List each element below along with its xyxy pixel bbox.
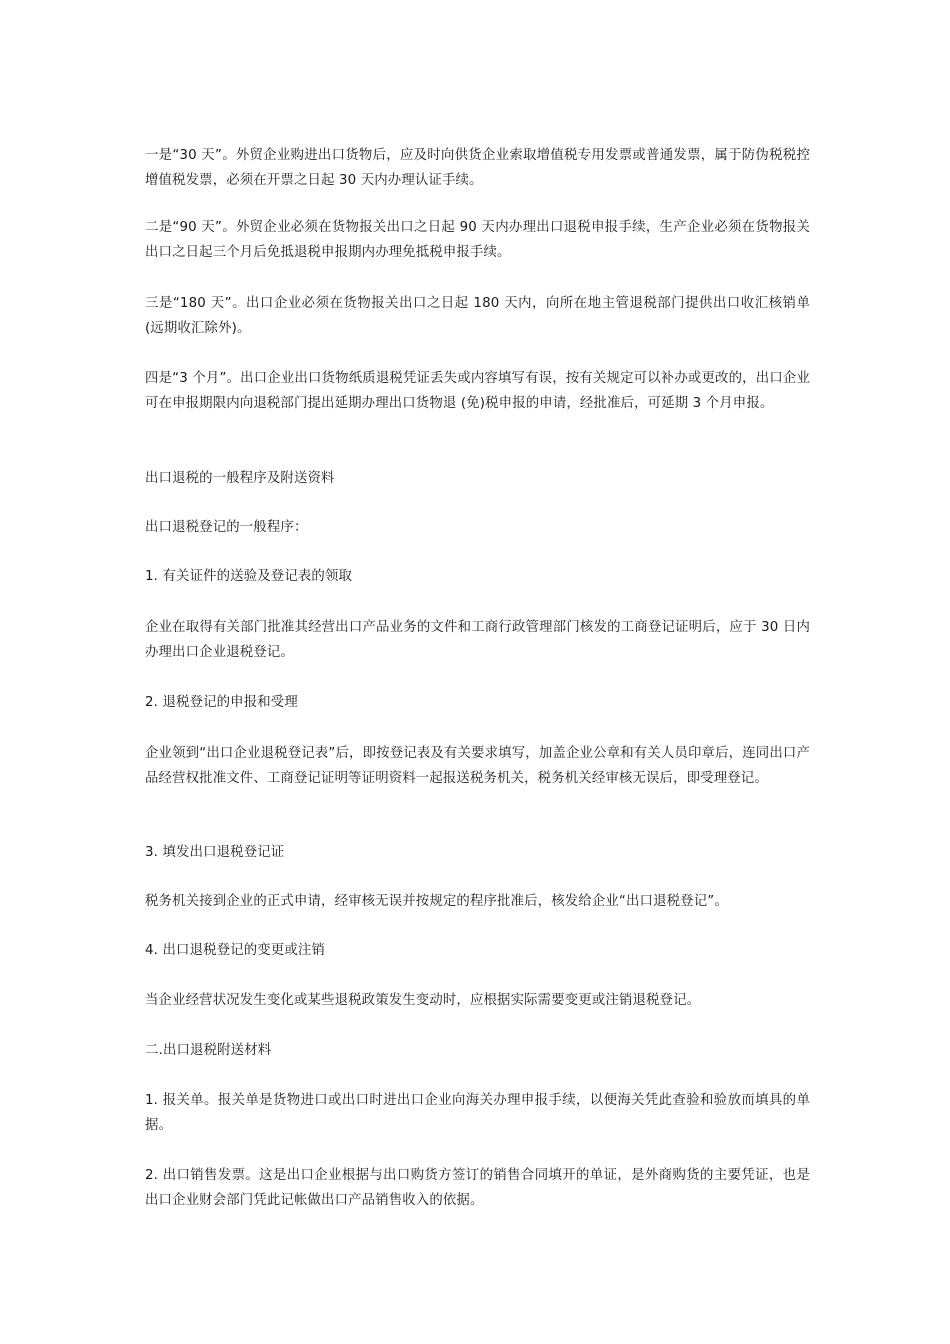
step-3-heading: 3. 填发出口退税登记证: [145, 845, 285, 860]
paragraph-90-days: 二是“90 天”。外贸企业必须在货物报关出口之日起 90 天内办理出口退税申报手续，生产企业必须在货物报关出口之日起三个月后免抵退税申报期内办理免抵税申报手续。: [145, 220, 810, 260]
step-2-heading: 2. 退税登记的申报和受理: [145, 695, 298, 710]
paragraph-3-months: 四是“3 个月”。出口企业出口货物纸质退税凭证丢失或内容填写有误，按有关规定可以补办或更改的，出口企业可在申报期限内向退税部门提出延期办理出口货物退 (免)税申报的申请，经批准后，可延期 3 个月申报。: [145, 371, 810, 411]
material-1-customs-declaration: 1. 报关单。报关单是货物进口或出口时进出口企业向海关办理申报手续，以便海关凭此查验和验放而填具的单据。: [145, 1093, 810, 1133]
paragraph-30-days: 一是“30 天”。外贸企业购进出口货物后，应及时向供货企业索取增值税专用发票或普通发票，属于防伪税税控增值税发票，必须在开票之日起 30 天内办理认证手续。: [145, 148, 810, 188]
section-heading-materials: 二.出口退税附送材料: [145, 1043, 272, 1058]
step-4-heading: 4. 出口退税登记的变更或注销: [145, 943, 325, 958]
subheading-registration: 出口退税登记的一般程序：: [145, 520, 308, 535]
step-2-body: 企业领到“出口企业退税登记表”后，即按登记表及有关要求填写，加盖企业公章和有关人员印章后，连同出口产品经营权批准文件、工商登记证明等证明资料一起报送税务机关，税务机关经审核无误后，即受理登记。: [145, 746, 810, 786]
section-heading-procedure: 出口退税的一般程序及附送资料: [145, 471, 335, 486]
step-1-heading: 1. 有关证件的送验及登记表的领取: [145, 569, 353, 584]
paragraph-180-days: 三是“180 天”。出口企业必须在货物报关出口之日起 180 天内，向所在地主管退税部门提供出口收汇核销单(远期收汇除外)。: [145, 296, 810, 336]
step-3-body: 税务机关接到企业的正式申请，经审核无误并按规定的程序批准后，核发给企业“出口退税登记”。: [145, 894, 728, 909]
step-4-body: 当企业经营状况发生变化或某些退税政策发生变动时，应根据实际需要变更或注销退税登记。: [145, 993, 701, 1008]
step-1-body: 企业在取得有关部门批准其经营出口产品业务的文件和工商行政管理部门核发的工商登记证明后，应于 30 日内办理出口企业退税登记。: [145, 620, 810, 660]
material-2-sales-invoice: 2. 出口销售发票。这是出口企业根据与出口购货方签订的销售合同填开的单证，是外商购货的主要凭证，也是出口企业财会部门凭此记帐做出口产品销售收入的依据。: [145, 1168, 810, 1208]
